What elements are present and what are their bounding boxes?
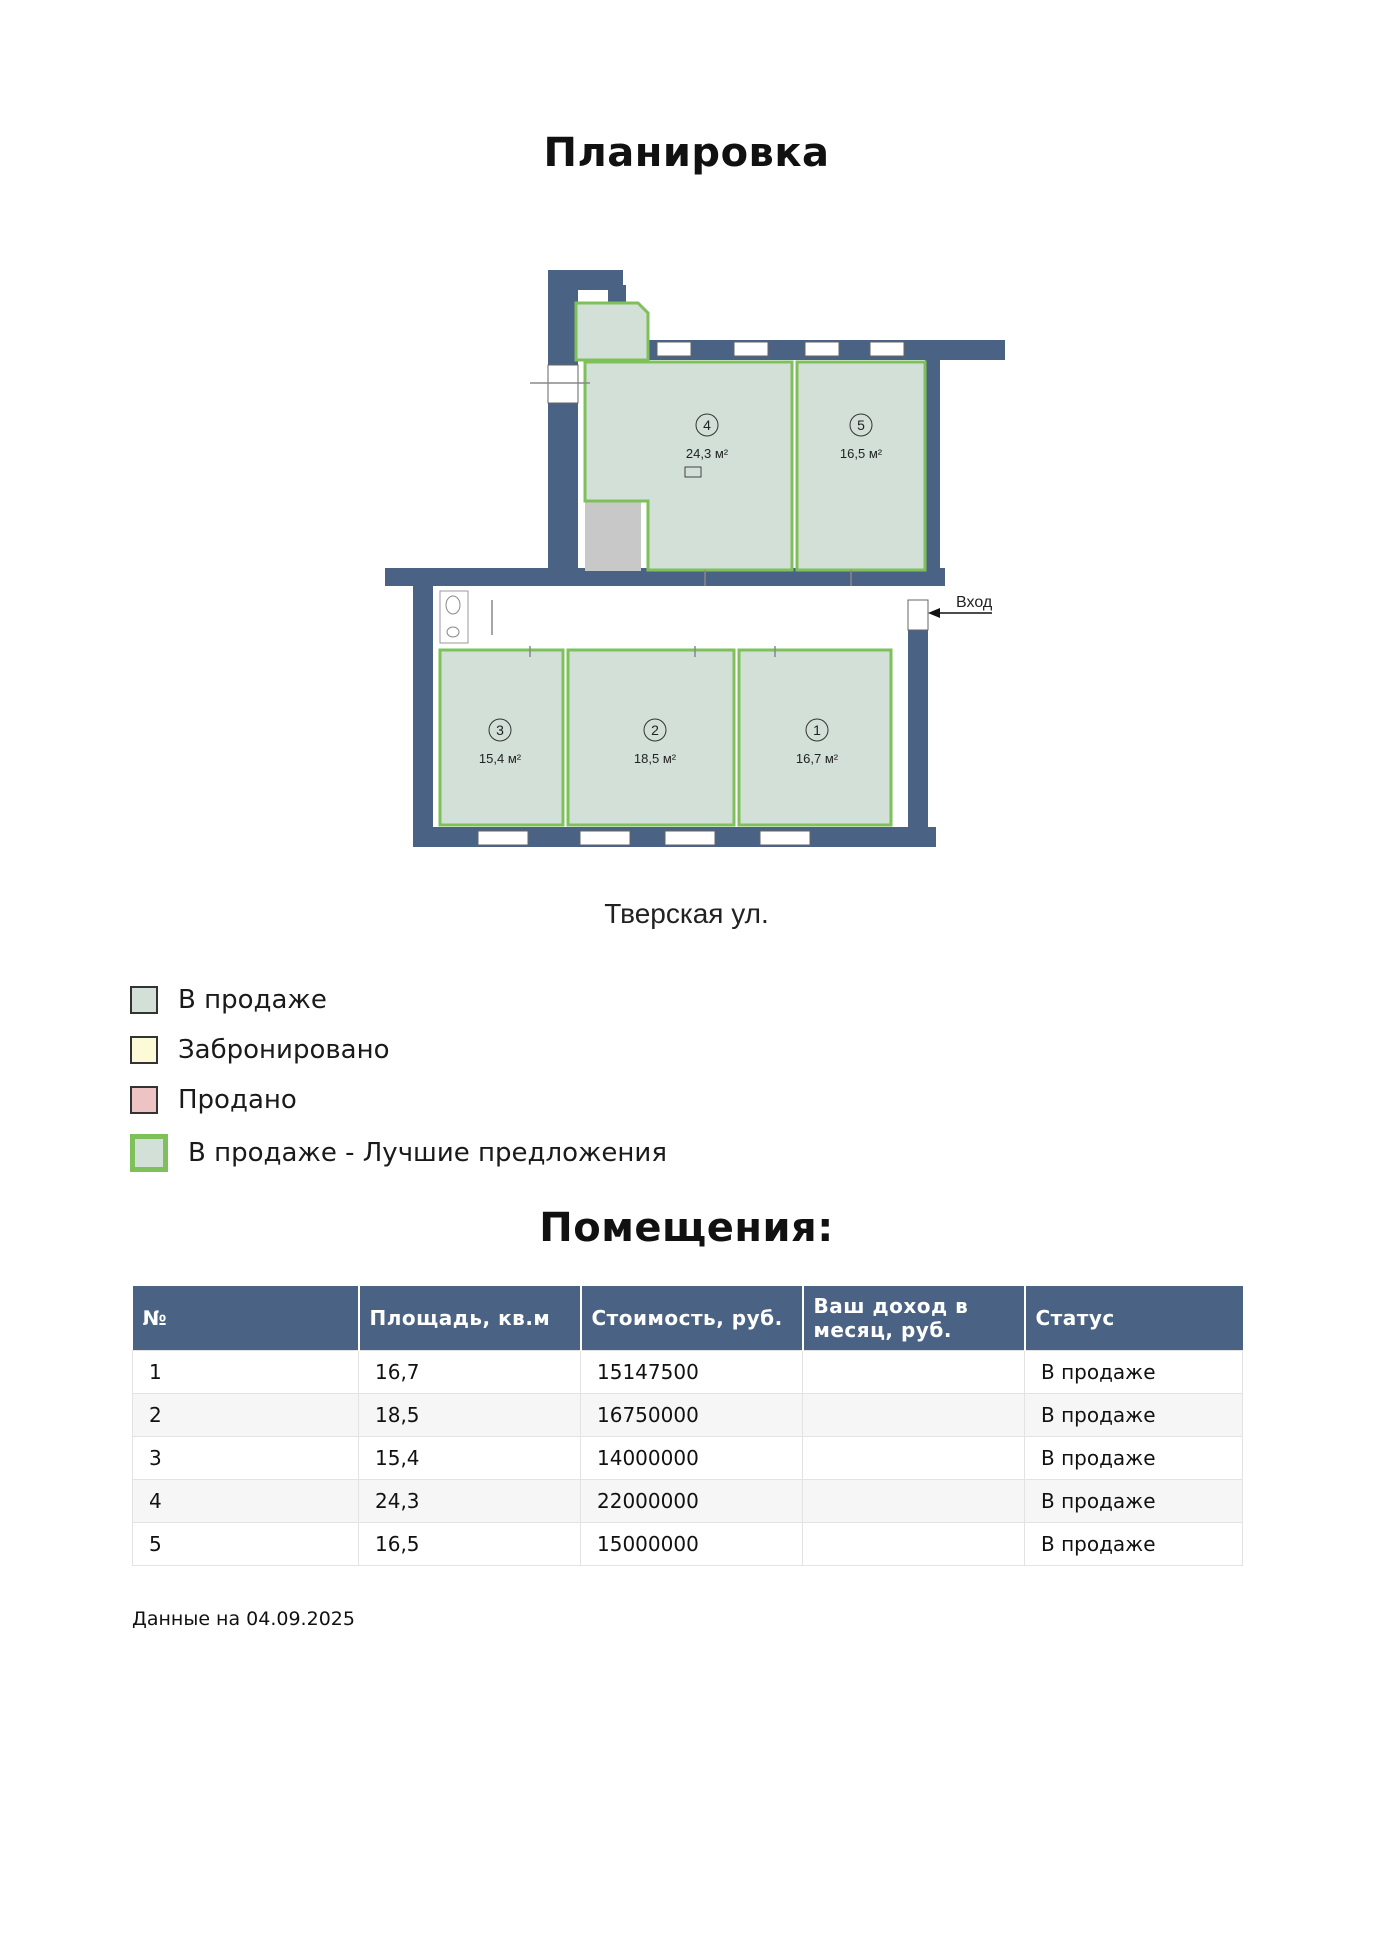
column-header-status: Статус <box>1025 1286 1243 1351</box>
cell-number: 3 <box>133 1437 359 1480</box>
cell-number: 5 <box>133 1523 359 1566</box>
room-1-number: 1 <box>813 722 821 738</box>
table-row <box>133 1480 1243 1523</box>
room-5-area: 16,5 м² <box>839 446 883 461</box>
legend-label: В продаже - Лучшие предложения <box>188 1137 667 1168</box>
cell-income <box>803 1394 1025 1437</box>
table-header-row <box>133 1286 1243 1351</box>
legend <box>130 975 667 1180</box>
cell-status: В продаже <box>1025 1437 1243 1480</box>
cell-status: В продаже <box>1025 1394 1243 1437</box>
room-4-annex <box>576 303 648 360</box>
room-4-number: 4 <box>703 417 711 433</box>
entrance-arrowhead <box>928 608 940 618</box>
room-2-area: 18,5 м² <box>633 751 677 766</box>
table-row <box>133 1437 1243 1480</box>
legend-label: Продано <box>178 1085 297 1115</box>
cell-income <box>803 1480 1025 1523</box>
stairs <box>585 501 641 571</box>
entrance-label: Вход <box>956 594 993 611</box>
column-header-area: Площадь, кв.м <box>359 1286 581 1351</box>
floor-plan <box>380 265 1020 865</box>
corridor <box>433 586 908 646</box>
room-5 <box>797 362 925 570</box>
legend-item-reserved <box>130 1025 667 1075</box>
room-2-number: 2 <box>651 722 659 738</box>
cell-price: 16750000 <box>581 1394 803 1437</box>
cell-status: В продаже <box>1025 1480 1243 1523</box>
room-1-area: 16,7 м² <box>795 751 839 766</box>
room-3-area: 15,4 м² <box>478 751 522 766</box>
legend-item-best-offers <box>130 1125 667 1180</box>
page-title: Планировка <box>543 130 830 176</box>
column-header-price: Стоимость, руб. <box>581 1286 803 1351</box>
cell-status: В продаже <box>1025 1523 1243 1566</box>
legend-label: В продаже <box>178 985 327 1015</box>
room-3-number: 3 <box>496 722 504 738</box>
column-header-income: Ваш доход в месяц, руб. <box>803 1286 1025 1351</box>
data-date-note: Данные на 04.09.2025 <box>132 1608 355 1630</box>
column-header-number: № <box>133 1286 359 1351</box>
cell-area: 18,5 <box>359 1394 581 1437</box>
cell-area: 16,7 <box>359 1351 581 1394</box>
cell-income <box>803 1523 1025 1566</box>
legend-swatch-reserved <box>130 1036 158 1064</box>
cell-price: 22000000 <box>581 1480 803 1523</box>
room-4-area: 24,3 м² <box>685 446 729 461</box>
cell-area: 16,5 <box>359 1523 581 1566</box>
cell-price: 15000000 <box>581 1523 803 1566</box>
table-row <box>133 1394 1243 1437</box>
cell-income <box>803 1437 1025 1480</box>
legend-item-for-sale <box>130 975 667 1025</box>
cell-number: 4 <box>133 1480 359 1523</box>
cell-area: 15,4 <box>359 1437 581 1480</box>
cell-status: В продаже <box>1025 1351 1243 1394</box>
legend-label: Забронировано <box>178 1035 390 1065</box>
table-row <box>133 1523 1243 1566</box>
cell-price: 14000000 <box>581 1437 803 1480</box>
room-5-number: 5 <box>857 417 865 433</box>
legend-swatch-sale <box>130 986 158 1014</box>
legend-swatch-sold <box>130 1086 158 1114</box>
cell-price: 15147500 <box>581 1351 803 1394</box>
cell-number: 2 <box>133 1394 359 1437</box>
table-row <box>133 1351 1243 1394</box>
cell-area: 24,3 <box>359 1480 581 1523</box>
street-label: Тверская ул. <box>604 898 769 929</box>
legend-swatch-best <box>130 1134 168 1172</box>
legend-item-sold <box>130 1075 667 1125</box>
rooms-title: Помещения: <box>539 1205 834 1251</box>
cell-income <box>803 1351 1025 1394</box>
wc <box>440 591 468 643</box>
cell-number: 1 <box>133 1351 359 1394</box>
rooms-table <box>132 1286 1243 1566</box>
